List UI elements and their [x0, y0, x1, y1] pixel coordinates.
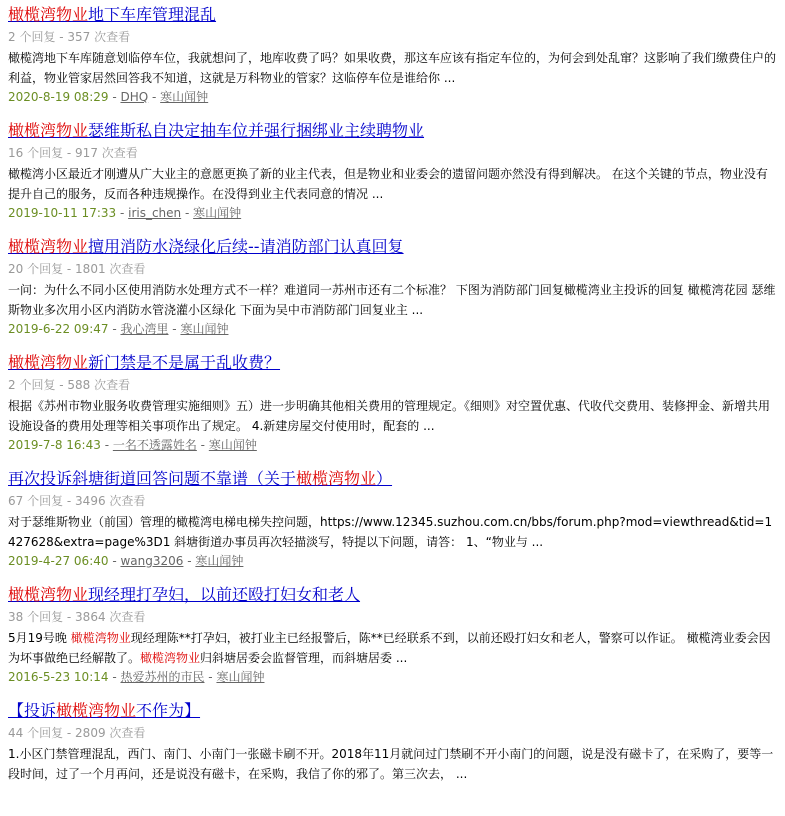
title-highlight: 橄榄湾物业	[8, 5, 89, 24]
result-title-link[interactable]	[8, 353, 280, 372]
result-item	[8, 4, 777, 120]
post-date: 2019-10-11 17:33	[8, 206, 117, 220]
result-stats: 16 个回复 - 917 次查看	[8, 146, 138, 160]
author-link[interactable]: 我心湾里	[120, 322, 169, 336]
snippet-text: 5月19号晚	[8, 631, 71, 645]
result-snippet	[8, 628, 777, 668]
title-suffix: 现经理打孕妇，以前还殴打妇女和老人	[88, 585, 361, 604]
result-stats: 67 个回复 - 3496 次查看	[8, 494, 146, 508]
title-highlight: 橄榄湾物业	[8, 353, 89, 372]
result-title-link[interactable]	[8, 585, 360, 604]
result-title	[8, 120, 777, 142]
result-title	[8, 236, 777, 258]
separator: -	[108, 554, 121, 568]
title-prefix: 再次投诉斜塘街道回答问题不靠谱（关于	[8, 469, 297, 488]
post-date: 2019-6-22 09:47	[8, 322, 109, 336]
author-link[interactable]: iris_chen	[128, 206, 182, 220]
result-snippet	[8, 512, 777, 552]
snippet-text: 对于瑟维斯物业（前国）管理的橄榄湾电梯电梯失控问题，https://www.12345.suzhou.com.cn/bbs/forum.php?mod=viewthread&tid=1427628&extra=page%3D1 斜塘街道办事员再次轻描淡写，特提以下问题，请答： 1、“物业与 ...	[8, 515, 773, 549]
result-stats: 2 个回复 - 588 次查看	[8, 378, 131, 392]
snippet-text: 现经理陈**打孕妇，被打业主已经报警后，陈**已经联系不到，以前还殴打妇女和老人，警察可以作证。 橄榄湾业委会因为坏事做绝已经解散了。	[8, 631, 771, 665]
title-suffix: 新门禁是不是属于乱收费？	[88, 353, 281, 372]
result-meta	[8, 668, 777, 686]
result-title-link[interactable]	[8, 237, 404, 256]
result-item	[8, 700, 777, 816]
result-title-link[interactable]	[8, 701, 200, 720]
result-stats: 2 个回复 - 357 次查看	[8, 30, 131, 44]
post-date: 2019-7-8 16:43	[8, 438, 101, 452]
result-title	[8, 4, 777, 26]
result-title-link[interactable]	[8, 121, 424, 140]
result-meta	[8, 552, 777, 570]
snippet-text: 根据《苏州市物业服务收费管理实施细则》五）进一步明确其他相关费用的管理规定。《细则》对空置优惠、代收代交费用、装修押金、新增共用设施设备的费用处理等相关事项作出了规定。 4.新建房屋交付使用时，配套的 ...	[8, 399, 771, 433]
result-item	[8, 352, 777, 468]
snippet-text: 归斜塘居委会监督管理，而斜塘居委 ...	[200, 651, 408, 665]
separator: -	[183, 554, 196, 568]
forum-link[interactable]: 寒山闻钟	[180, 322, 229, 336]
result-snippet	[8, 164, 777, 204]
post-date: 2016-5-23 10:14	[8, 670, 109, 684]
result-meta	[8, 320, 777, 338]
forum-link[interactable]: 寒山闻钟	[208, 438, 257, 452]
title-suffix: 不作为】	[136, 701, 201, 720]
snippet-text: 橄榄湾地下车库随意划临停车位，我就想问了，地库收费了吗？如果收费，那这车应该有指定车位的，为何会到处乱窜？这影响了我们缴费住户的利益，物业管家居然回答我不知道，这就是万科物业的管家？这临停车位是谁给你 ...	[8, 51, 777, 85]
forum-link[interactable]: 寒山闻钟	[193, 206, 242, 220]
author-link[interactable]: wang3206	[120, 554, 184, 568]
author-link[interactable]: DHQ	[120, 90, 149, 104]
post-date: 2019-4-27 06:40	[8, 554, 109, 568]
snippet-text: 一问：为什么不同小区使用消防水处理方式不一样？难道同一苏州市还有二个标准？ 下图为消防部门回复橄榄湾业主投诉的回复 橄榄湾花园 瑟维斯物业多次用小区内消防水管浇灌小区绿化 下面为吴中市消防部门回复业主 ...	[8, 283, 776, 317]
separator: -	[108, 322, 121, 336]
result-stats: 38 个回复 - 3864 次查看	[8, 610, 146, 624]
separator: -	[204, 670, 217, 684]
result-title	[8, 700, 777, 722]
title-suffix: 擅用消防水浇绿化后续--请消防部门认真回复	[88, 237, 404, 256]
title-suffix: 瑟维斯私自决定抽车位并强行捆绑业主续聘物业	[88, 121, 425, 140]
snippet-highlight: 橄榄湾物业	[140, 651, 201, 665]
result-snippet	[8, 744, 777, 784]
result-title	[8, 468, 777, 490]
separator: -	[196, 438, 209, 452]
result-meta	[8, 436, 777, 454]
result-item	[8, 584, 777, 700]
separator: -	[108, 90, 121, 104]
author-link[interactable]: 一名不透露姓名	[112, 438, 197, 452]
result-stats: 20 个回复 - 1801 次查看	[8, 262, 146, 276]
title-highlight: 橄榄湾物业	[56, 701, 137, 720]
title-highlight: 橄榄湾物业	[296, 469, 377, 488]
separator: -	[100, 438, 113, 452]
separator: -	[116, 206, 129, 220]
result-title-link[interactable]	[8, 469, 392, 488]
result-item	[8, 120, 777, 236]
result-title-link[interactable]	[8, 5, 216, 24]
separator: -	[108, 670, 121, 684]
separator: -	[148, 90, 161, 104]
author-link[interactable]: 热爱苏州的市民	[120, 670, 205, 684]
result-meta	[8, 204, 777, 222]
result-title	[8, 352, 777, 374]
title-highlight: 橄榄湾物业	[8, 585, 89, 604]
title-suffix: 地下车库管理混乱	[88, 5, 217, 24]
snippet-highlight: 橄榄湾物业	[70, 631, 131, 645]
snippet-text: 橄榄湾小区最近才刚遭从广大业主的意愿更换了新的业主代表，但是物业和业委会的遗留问题亦然没有得到解决。 在这个关键的节点，物业没有提升自己的服务，反而各种违规操作。在没得到业主代表同意的情况 ...	[8, 167, 768, 201]
result-item	[8, 236, 777, 352]
result-snippet	[8, 280, 777, 320]
result-snippet	[8, 48, 777, 88]
forum-link[interactable]: 寒山闻钟	[216, 670, 265, 684]
result-title	[8, 584, 777, 606]
title-highlight: 橄榄湾物业	[8, 237, 89, 256]
title-highlight: 橄榄湾物业	[8, 121, 89, 140]
forum-link[interactable]: 寒山闻钟	[160, 90, 209, 104]
result-item	[8, 468, 777, 584]
separator: -	[181, 206, 194, 220]
result-stats: 44 个回复 - 2809 次查看	[8, 726, 146, 740]
result-meta	[8, 88, 777, 106]
title-prefix: 【投诉	[8, 701, 57, 720]
title-suffix: ）	[376, 469, 393, 488]
result-snippet	[8, 396, 777, 436]
snippet-text: 1.小区门禁管理混乱，西门、南门、小南门一张磁卡刷不开。2018年11月就问过门禁刷不开小南门的问题，说是没有磁卡了，在采购了，要等一段时间，过了一个月再问，还是说没有磁卡，在采购，我信了你的邪了。第三次去， ...	[8, 747, 774, 781]
post-date: 2020-8-19 08:29	[8, 90, 109, 104]
forum-link[interactable]: 寒山闻钟	[195, 554, 244, 568]
separator: -	[168, 322, 181, 336]
